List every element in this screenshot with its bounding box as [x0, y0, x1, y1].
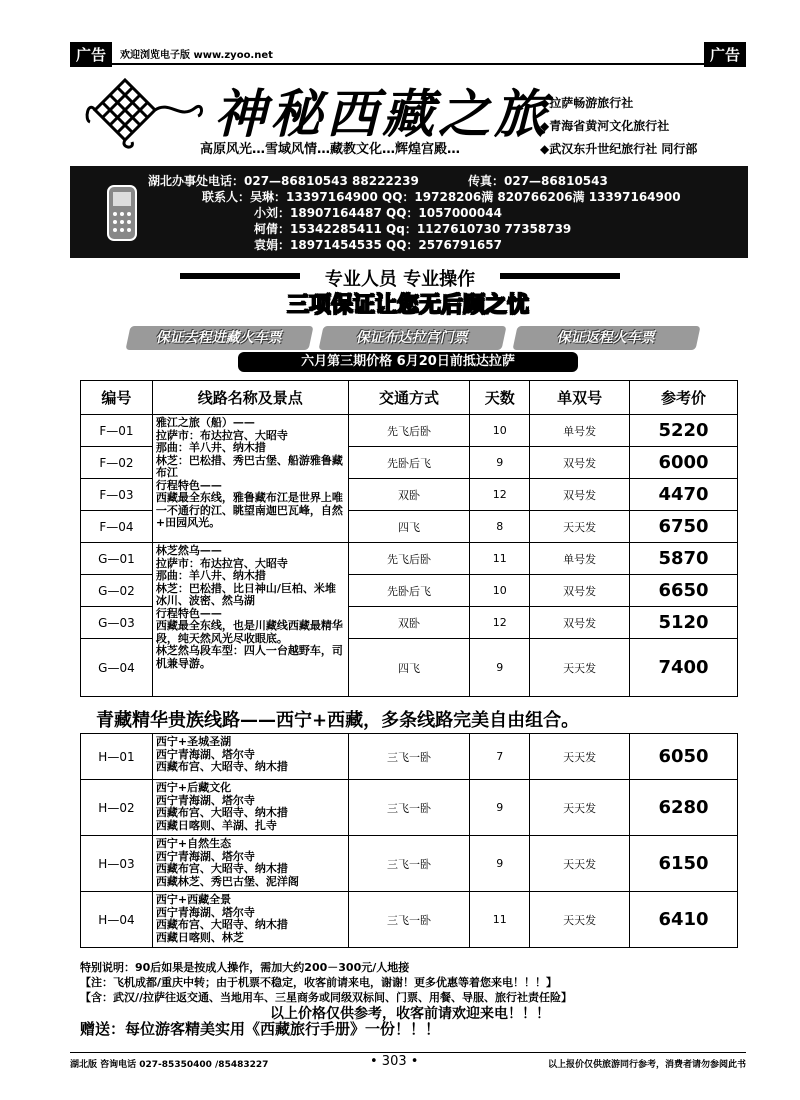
- table-row: [81, 892, 738, 948]
- days: 12: [470, 607, 530, 639]
- includes-note: 【含：武汉//拉萨往返交通、当地用车、三星商务或同级双标间、门票、用餐、导服、旅行社责任险】: [80, 991, 573, 1004]
- col-header-odd-even: 单双号: [530, 381, 630, 415]
- guarantee-badge: 保证返程火车票: [512, 326, 700, 350]
- odd-even: 天天发: [530, 734, 630, 780]
- days: 11: [470, 892, 530, 948]
- footer-contact: 湖北版 咨询电话 027-85350400 /85483227: [70, 1060, 269, 1070]
- special-note: 特别说明：90后如果是按成人操作，需加大约200－300元/人地接: [80, 961, 410, 974]
- transport: 三飞一卧: [348, 892, 470, 948]
- transport: 双卧: [348, 479, 470, 511]
- odd-even: 天天发: [530, 892, 630, 948]
- professional-banner: [180, 265, 620, 290]
- transport: 三飞一卧: [348, 734, 470, 780]
- table-row: [81, 734, 738, 780]
- route-code: F—01: [81, 415, 153, 447]
- qinghai-route-table: [80, 733, 738, 948]
- guarantee-badge: 保证去程进藏火车票: [125, 326, 313, 350]
- col-header-route: 线路名称及景点: [152, 381, 348, 415]
- price: 6750: [630, 511, 738, 543]
- transport: 三飞一卧: [348, 780, 470, 836]
- guarantee-row: [128, 326, 698, 350]
- days: 11: [470, 543, 530, 575]
- notes-section: [80, 960, 740, 1037]
- agency-item: ◆青海省黄河文化旅行社: [540, 119, 670, 133]
- transport: 双卧: [348, 607, 470, 639]
- professional-text: 专业人员 专业操作: [315, 265, 485, 291]
- price: 4470: [630, 479, 738, 511]
- days: 8: [470, 511, 530, 543]
- route-code: F—03: [81, 479, 153, 511]
- gift-note: 赠送：每位游客精美实用《西藏旅行手册》一份！！！: [80, 1020, 441, 1038]
- price: 5870: [630, 543, 738, 575]
- price: 5220: [630, 415, 738, 447]
- price: 6650: [630, 575, 738, 607]
- odd-even: 双号发: [530, 479, 630, 511]
- contact-line: 小刘：18907164487 QQ：1057000044: [254, 206, 502, 220]
- promise-banner: 三项保证让您无后顾之忧: [286, 293, 529, 318]
- transport: 先卧后飞: [348, 447, 470, 479]
- route-description: 西宁+圣城圣湖 西宁青海湖、塔尔寺 西藏布宫、大昭寺、纳木措: [152, 734, 348, 780]
- route-code: H—01: [81, 734, 153, 780]
- route-description: 林芝然乌—— 拉萨市：布达拉宫、大昭寺 那曲：羊八井、纳木措 林芝：巴松措、比日神山/巨柏、米堆冰川、波密、然乌湖 行程特色—— 西藏最全东线，也是川藏线西藏最精华段，纯天然风光尽收眼底。 林芝然乌段车型：四人一台越野车，司机兼导游。: [152, 543, 348, 697]
- transport: 先飞后卧: [348, 543, 470, 575]
- odd-even: 单号发: [530, 415, 630, 447]
- price: 5120: [630, 607, 738, 639]
- price: 7400: [630, 639, 738, 697]
- odd-even: 双号发: [530, 575, 630, 607]
- price: 6410: [630, 892, 738, 948]
- price: 6150: [630, 836, 738, 892]
- col-header-code: 编号: [81, 381, 153, 415]
- route-description: 西宁+后藏文化 西宁青海湖、塔尔寺 西藏布宫、大昭寺、纳木措 西藏日喀则、羊湖、扎寺: [152, 780, 348, 836]
- ad-tag-left: 广告: [70, 42, 112, 67]
- transport: 三飞一卧: [348, 836, 470, 892]
- route-description: 西宁+自然生态 西宁青海湖、塔尔寺 西藏布宫、大昭寺、纳木措 西藏林芝、秀巴古堡、泥洋阁: [152, 836, 348, 892]
- odd-even: 天天发: [530, 639, 630, 697]
- days: 9: [470, 447, 530, 479]
- route-description: 雅江之旅（船）—— 拉萨市：布达拉宫、大昭寺 那曲：羊八井、纳木措 林芝：巴松措、秀巴古堡、船游雅鲁藏布江 行程特色—— 西藏最全东线，雅鲁藏布江是世界上唯一不通行的江、眺望南迦巴瓦峰，自然+田园风光。: [152, 415, 348, 543]
- guarantee-badge: 保证布达拉宫门票: [319, 326, 507, 350]
- odd-even: 天天发: [530, 511, 630, 543]
- days: 9: [470, 836, 530, 892]
- transport: 先飞后卧: [348, 415, 470, 447]
- footer-disclaimer: 以上报价仅供旅游同行参考，消费者请勿参阅此书: [547, 1060, 746, 1070]
- table-row: [81, 836, 738, 892]
- route-code: F—02: [81, 447, 153, 479]
- odd-even: 双号发: [530, 447, 630, 479]
- odd-even: 双号发: [530, 607, 630, 639]
- banner-bar-right: [500, 273, 620, 279]
- transport: 先卧后飞: [348, 575, 470, 607]
- agency-list: [540, 92, 697, 161]
- contact-line: 柯倩：15342285411 Qq：1127610730 77358739: [254, 222, 572, 236]
- footer-divider: [70, 1052, 746, 1053]
- route-code: H—03: [81, 836, 153, 892]
- days: 9: [470, 639, 530, 697]
- transport: 四飞: [348, 511, 470, 543]
- main-title: 神秘西藏之旅: [214, 84, 551, 145]
- agency-item: ◆武汉东升世纪旅行社 同行部: [540, 142, 698, 156]
- table-header-row: [81, 381, 738, 415]
- route-code: F—04: [81, 511, 153, 543]
- table-row: [81, 780, 738, 836]
- office-phone: 湖北办事处电话：027—86810543 88222239: [148, 174, 419, 188]
- page-number: • 303 •: [370, 1054, 419, 1069]
- reference-note: 以上价格仅供参考，收客前请欢迎来电！！！: [270, 1006, 550, 1022]
- price-period-tag: 六月第三期价格 6月20日前抵达拉萨: [238, 352, 578, 372]
- flight-note: 【注：飞机成都/重庆中转；由于机票不稳定，收客前请来电，谢谢！更多优惠等着您来电！！！】: [80, 976, 558, 989]
- transport: 四飞: [348, 639, 470, 697]
- days: 9: [470, 780, 530, 836]
- days: 7: [470, 734, 530, 780]
- contact-line: 袁娟：18971454535 QQ：2576791657: [254, 238, 502, 252]
- days: 12: [470, 479, 530, 511]
- site-url: 欢迎浏览电子版 www.zyoo.net: [120, 50, 273, 61]
- contact-panel: [70, 166, 748, 258]
- odd-even: 单号发: [530, 543, 630, 575]
- price: 6280: [630, 780, 738, 836]
- route-code: G—02: [81, 575, 153, 607]
- endless-knot-icon: [80, 70, 210, 150]
- col-header-days: 天数: [470, 381, 530, 415]
- price: 6000: [630, 447, 738, 479]
- fax: 传真：027—86810543: [468, 174, 608, 188]
- contact-line: 联系人：吴琳：13397164900 QQ：19728206满 820766206满 13397164900: [202, 190, 681, 204]
- qinghai-heading: 青藏精华贵族线路——西宁+西藏，多条线路完美自由组合。: [96, 710, 580, 731]
- banner-bar-left: [180, 273, 300, 279]
- route-code: G—01: [81, 543, 153, 575]
- col-header-transport: 交通方式: [348, 381, 470, 415]
- route-code: G—03: [81, 607, 153, 639]
- route-code: G—04: [81, 639, 153, 697]
- days: 10: [470, 415, 530, 447]
- odd-even: 天天发: [530, 836, 630, 892]
- route-description: 西宁+西藏全景 西宁青海湖、塔尔寺 西藏布宫、大昭寺、纳木措 西藏日喀则、林芝: [152, 892, 348, 948]
- table-row: [81, 415, 738, 447]
- col-header-price: 参考价: [630, 381, 738, 415]
- agency-item: ◆拉萨畅游旅行社: [540, 96, 634, 110]
- phone-icon: [100, 180, 144, 246]
- days: 10: [470, 575, 530, 607]
- route-code: H—02: [81, 780, 153, 836]
- top-divider: [70, 63, 746, 65]
- ad-tag-right: 广告: [704, 42, 746, 67]
- odd-even: 天天发: [530, 780, 630, 836]
- slogan: 高原风光…雪域风情…藏教文化…辉煌宫殿…: [200, 142, 461, 157]
- table-row: [81, 543, 738, 575]
- tibet-route-table: [80, 380, 738, 697]
- price: 6050: [630, 734, 738, 780]
- route-code: H—04: [81, 892, 153, 948]
